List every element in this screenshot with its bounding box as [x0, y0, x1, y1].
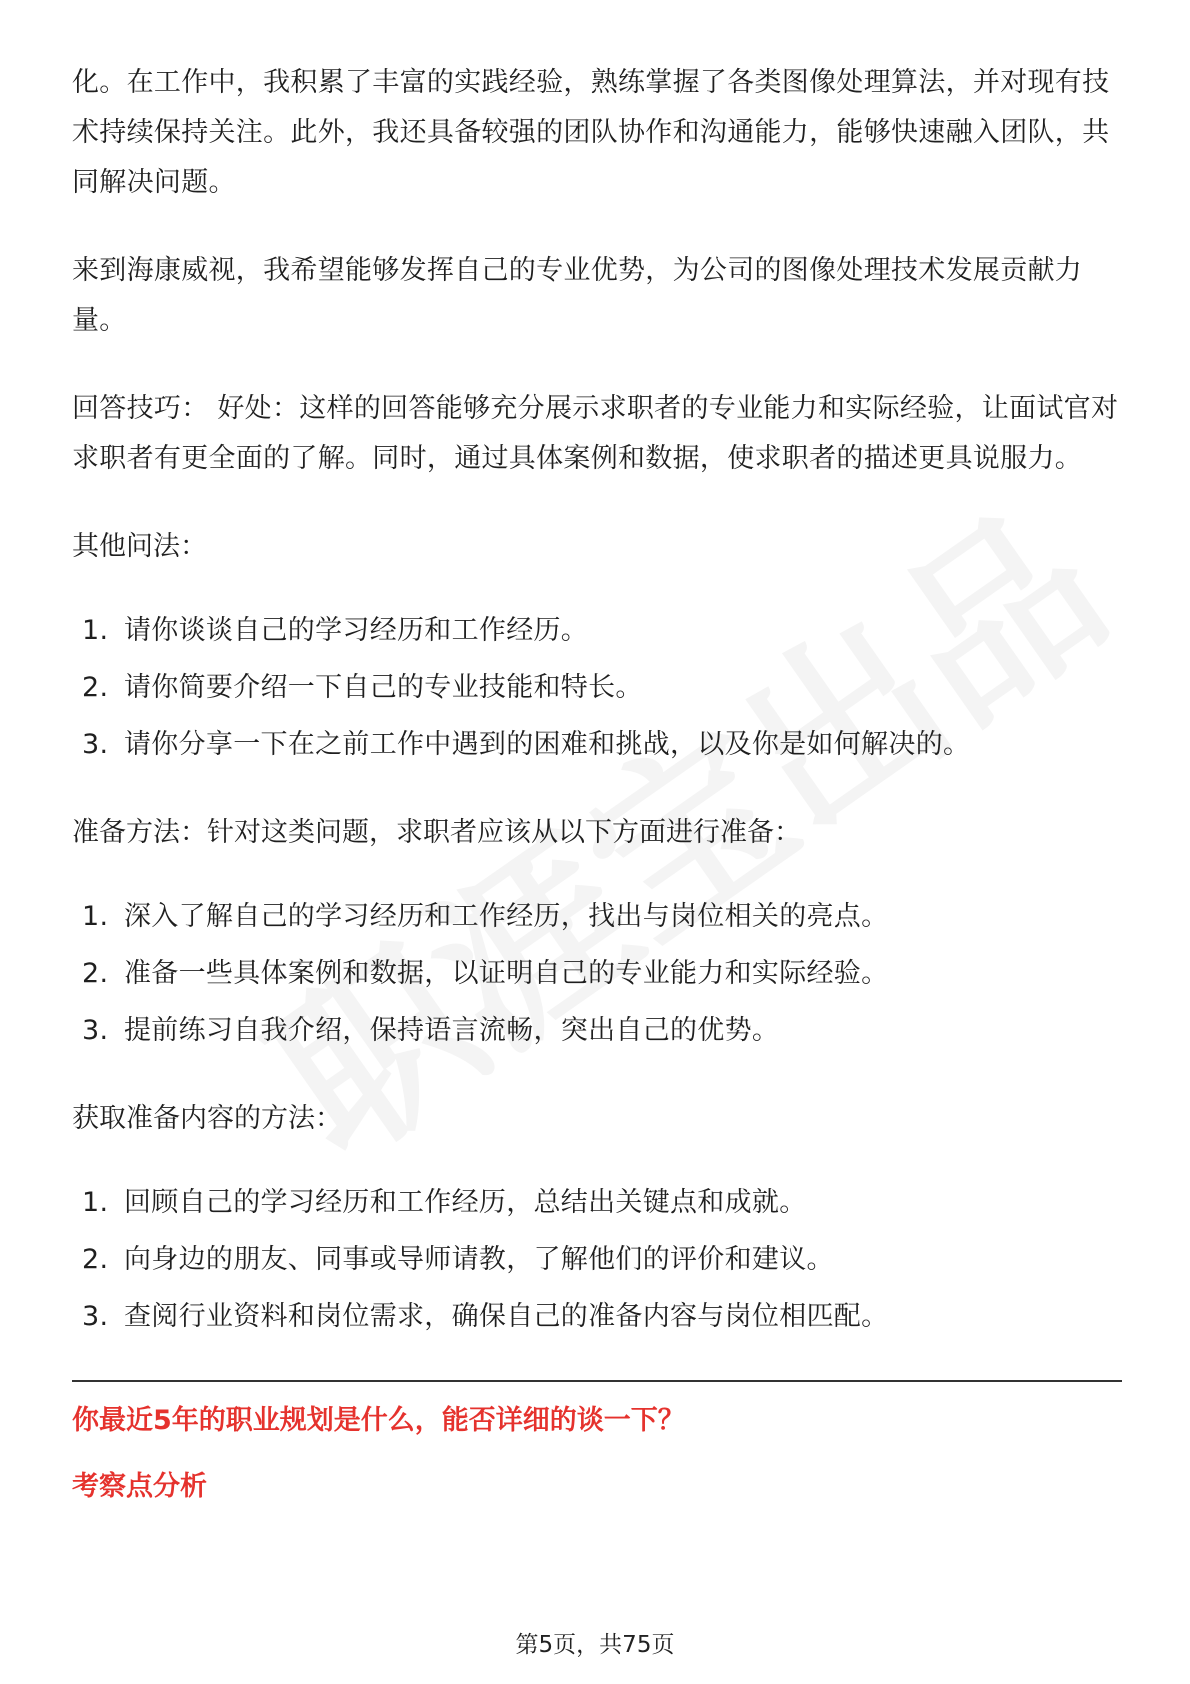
list-item-text: 请你谈谈自己的学习经历和工作经历。 [124, 615, 589, 646]
acquire-label: 获取准备内容的方法： [72, 1103, 342, 1134]
page-footer: 第5页，共75页 [515, 1632, 675, 1658]
list-item [72, 888, 1122, 945]
list-number: 3. [82, 729, 109, 760]
paragraph-answer-tips: 回答技巧： 好处：这样的回答能够充分展示求职者的专业能力和实际经验，让面试官对求职者有更全面的了解。同时，通过具体案例和数据，使求职者的描述更具说服力。 [72, 393, 1119, 474]
list-item-text: 回顾自己的学习经历和工作经历，总结出关键点和成就。 [124, 1187, 807, 1218]
list-item [72, 716, 1122, 773]
list-item [72, 945, 1122, 1002]
other-asks-label: 其他问法： [72, 531, 207, 562]
list-item-text: 请你简要介绍一下自己的专业技能和特长。 [124, 672, 643, 703]
list-item-text: 向身边的朋友、同事或导师请教，了解他们的评价和建议。 [124, 1244, 834, 1275]
prep-list [72, 888, 1122, 1059]
list-number: 1. [82, 901, 109, 932]
list-number: 2. [82, 672, 109, 703]
document-page [72, 58, 1122, 1512]
other-asks-list [72, 602, 1122, 773]
list-item [72, 602, 1122, 659]
list-number: 1. [82, 1187, 109, 1218]
list-item [72, 659, 1122, 716]
list-number: 3. [82, 1301, 109, 1332]
list-item [72, 1231, 1122, 1288]
acquire-list [72, 1174, 1122, 1345]
paragraph-intro-continued: 化。在工作中，我积累了丰富的实践经验，熟练掌握了各类图像处理算法，并对现有技术持续保持关注。此外，我还具备较强的团队协作和沟通能力，能够快速融入团队，共同解决问题。 [72, 67, 1110, 198]
list-number: 2. [82, 958, 109, 989]
list-item [72, 1174, 1122, 1231]
analysis-section-title: 考察点分析 [72, 1471, 207, 1502]
list-number: 2. [82, 1244, 109, 1275]
list-item-text: 提前练习自我介绍，保持语言流畅，突出自己的优势。 [124, 1015, 780, 1046]
list-item-text: 查阅行业资料和岗位需求，确保自己的准备内容与岗位相匹配。 [124, 1301, 889, 1332]
prep-label: 准备方法：针对这类问题，求职者应该从以下方面进行准备： [72, 817, 801, 848]
list-number: 3. [82, 1015, 109, 1046]
list-item-text: 请你分享一下在之前工作中遇到的困难和挑战，以及你是如何解决的。 [124, 729, 971, 760]
list-item-text: 准备一些具体案例和数据，以证明自己的专业能力和实际经验。 [124, 958, 889, 989]
list-item [72, 1002, 1122, 1059]
section-divider [72, 1380, 1122, 1382]
list-item [72, 1288, 1122, 1345]
paragraph-hikvision-goal: 来到海康威视，我希望能够发挥自己的专业优势，为公司的图像处理技术发展贡献力量。 [72, 255, 1083, 336]
next-question-heading: 你最近5年的职业规划是什么，能否详细的谈一下？ [72, 1405, 685, 1436]
list-item-text: 深入了解自己的学习经历和工作经历，找出与岗位相关的亮点。 [124, 901, 889, 932]
list-number: 1. [82, 615, 109, 646]
